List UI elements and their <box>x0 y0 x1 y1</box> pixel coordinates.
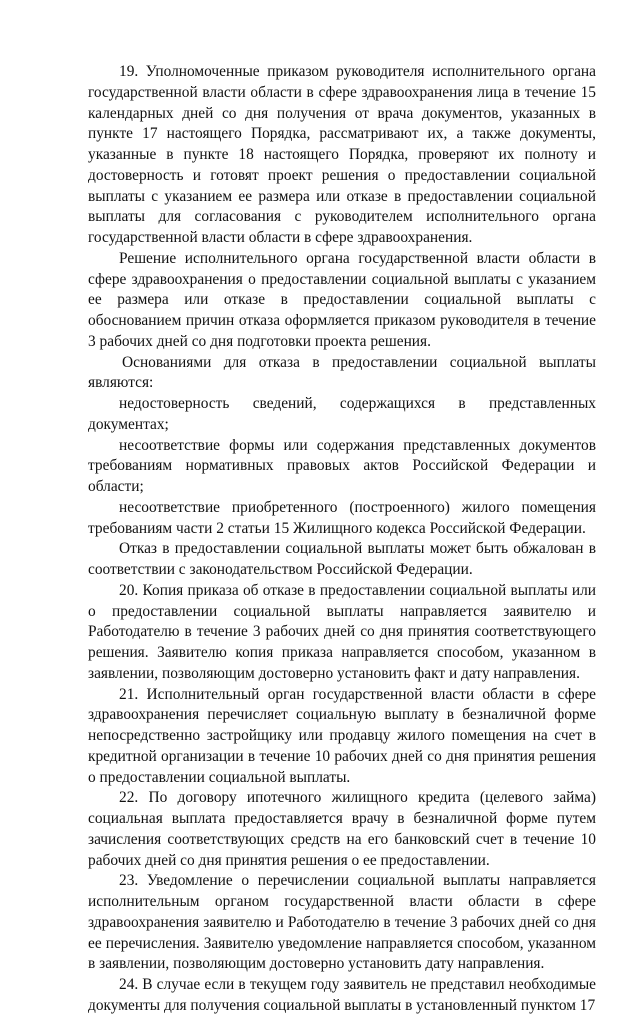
paragraph-appeal: Отказ в предоставлении социальной выплаты может быть обжалован в соответствии с законодательством Российской Федерации. <box>88 540 596 578</box>
paragraph-item-21: 21. Исполнительный орган государственной власти области в сфере здравоохранения перечисляет социальную выплату в безналичной форме непосредственно застройщику или продавцу жилого помещения на счет в кредитной организации в течение 10 рабочих дней со дня принятия решения о предоставлении социальной выплаты. <box>88 685 596 786</box>
paragraph-ground-unreliable: недостоверность сведений, содержащихся в представленных документах; <box>88 395 596 433</box>
document-page <box>88 62 596 1017</box>
paragraph-item-20: 20. Копия приказа об отказе в предоставлении социальной выплаты или о предоставлении социальной выплаты направляется заявителю и Работодателю в течение 3 рабочих дней со дня принятия соответствующего решения. Заявителю копия приказа направляется способом, указанном в заявлении, позволяющим достоверно установить факт и дату направления. <box>88 581 596 682</box>
paragraph-refusal-grounds: Основаниями для отказа в предоставлении социальной выплаты являются: <box>88 353 596 392</box>
paragraph-ground-form: несоответствие формы или содержания представленных документов требованиям нормативных правовых актов Российской Федерации и области; <box>88 436 596 495</box>
paragraph-item-19: 19. Уполномоченные приказом руководителя исполнительного органа государственной власти области в сфере здравоохранения лица в течение 15 календарных дней со дня получения от врача документов, указанных в пункте 17 настоящего Порядка, рассматривают их, а также документы, указанные в пункте 18 настоящего Порядка, проверяют их полноту и достоверность и готовят проект решения о предоставлении социальной выплаты с указанием ее размера или отказе в предоставлении социальной выплаты для согласования с руководителем исполнительного органа государственной власти области в сфере здравоохранения. <box>88 63 596 246</box>
paragraph-item-24: 24. В случае если в текущем году заявитель не представил необходимые документы для получения социальной выплаты в установленный пунктом 17 <box>88 976 596 1014</box>
paragraph-ground-housing: несоответствие приобретенного (построенного) жилого помещения требованиям части 2 статьи 15 Жилищного кодекса Российской Федерации. <box>88 498 596 537</box>
paragraph-item-22: 22. По договору ипотечного жилищного кредита (целевого займа) социальная выплата предоставляется врачу в безналичной форме путем зачисления соответствующих средств на его банковский счет в течение 10 рабочих дней со дня принятия решения о ее предоставлении. <box>88 789 596 869</box>
paragraph-item-23: 23. Уведомление о перечислении социальной выплаты направляется исполнительным органом государственной власти области в сфере здравоохранения заявителю и Работодателю в течение 3 рабочих дней со дня ее перечисления. Заявителю уведомление направляется способом, указанном в заявлении, позволяющим достоверно установить дату направления. <box>88 872 596 973</box>
paragraph-decision: Решение исполнительного органа государственной власти области в сфере здравоохранения о предоставлении социальной выплаты с указанием ее размера или отказе в предоставлении социальной выплаты с обоснованием причин отказа оформляется приказом руководителя в течение 3 рабочих дней со дня подготовки проекта решения. <box>88 249 596 350</box>
